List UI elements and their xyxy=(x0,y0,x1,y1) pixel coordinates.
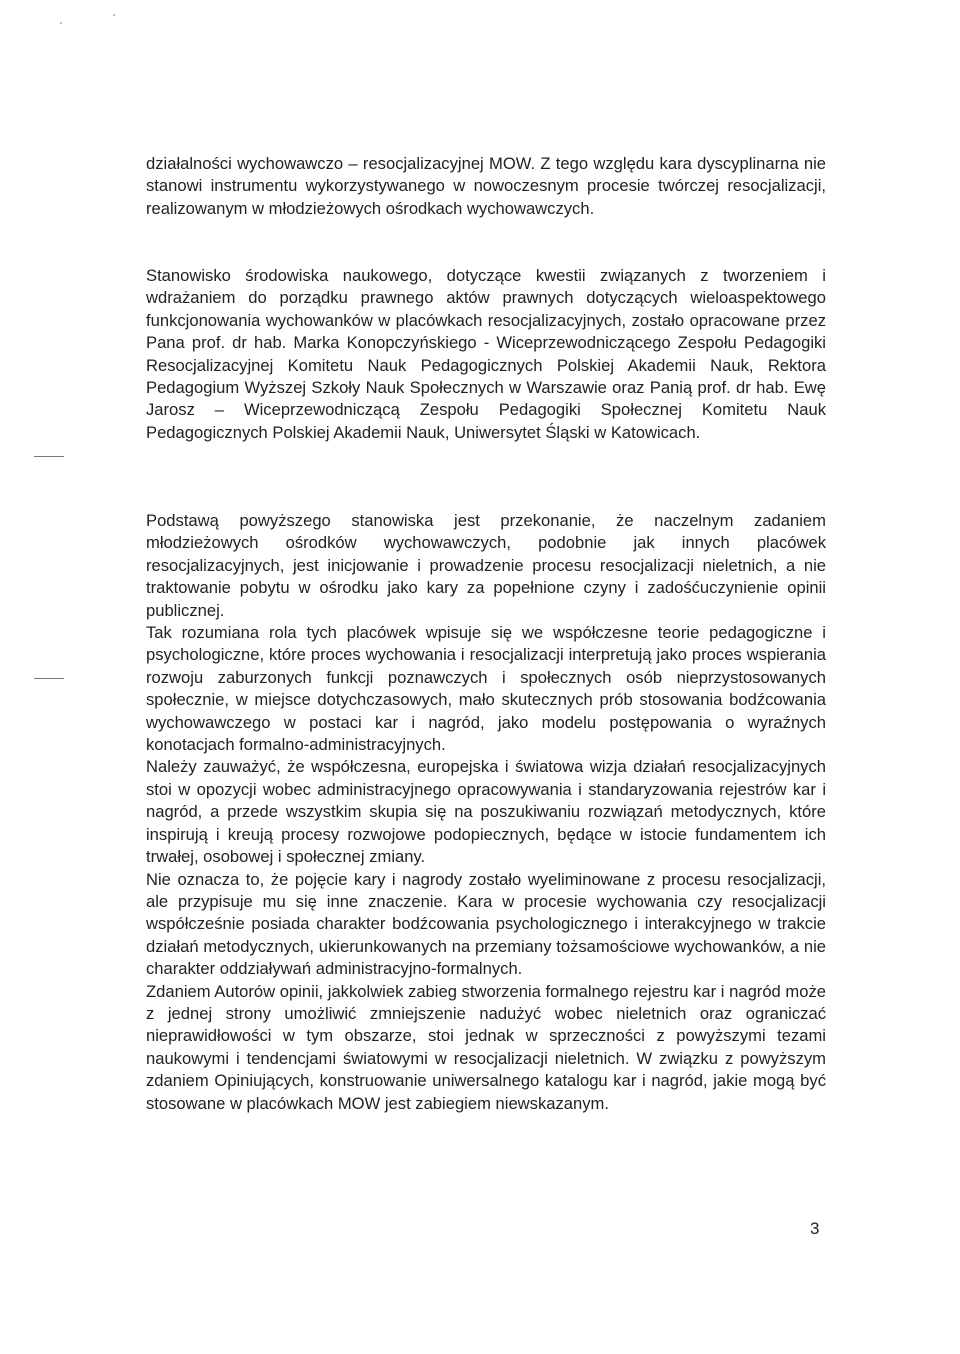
paragraph: Nie oznacza to, że pojęcie kary i nagrody zostało wyeliminowane z procesu resocjalizacji, ale przypisuje mu się inne znaczenie. Kara w procesie wychowania czy resocjalizacji współcześnie posiada charakter bodźcowania psychologicznego i interakcyjnego w trakcie działań metodycznych, ukierunkowanych na przemiany tożsamościowe wychowanków, a nie charakter oddziaływań administracyjno-formalnych. xyxy=(146,869,826,979)
paragraph: Zdaniem Autorów opinii, jakkolwiek zabieg stworzenia formalnego rejestru kar i nagród może z jednej strony umożliwić zmniejszenie nadużyć wobec nieletnich oraz ograniczać nieprawidłowości w tym obszarze, stoi jednak w sprzeczności z powyższymi tezami naukowymi i tendencjami światowymi w resocjalizacji nieletnich. W związku z powyższym zdaniem Opiniujących, konstruowanie uniwersalnego katalogu kar i nagród, jakie mogą być stosowane w placówkach MOW jest zabiegiem niewskazanym. xyxy=(146,981,826,1113)
margin-mark xyxy=(34,678,64,679)
paragraph: Podstawą powyższego stanowiska jest przekonanie, że naczelnym zadaniem młodzieżowych ośrodków wychowawczych, podobnie jak innych placówek resocjalizacyjnych, jest inicjowanie i prowadzenie procesu resocjalizacji nieletnich, a nie traktowanie pobytu w ośrodku jako kary za popełnione czyny i zadośćuczynienie opinii publicznej. xyxy=(146,511,826,620)
margin-mark xyxy=(34,456,64,457)
page-number: 3 xyxy=(810,1219,820,1238)
text-block-continuation xyxy=(146,153,826,220)
paragraph: działalności wychowawczo – resocjalizacyjnej MOW. Z tego względu kara dyscyplinarna nie stanowi instrumentu wykorzystywanego w nowoczesnym procesie twórczej resocjalizacji, realizowanym w młodzieżowych ośrodkach wychowawczych. xyxy=(146,154,826,218)
text-block-position-statement xyxy=(146,265,826,444)
text-block-argumentation xyxy=(146,510,826,1115)
paragraph: Należy zauważyć, że współczesna, europejska i światowa wizja działań resocjalizacyjnych stoi w opozycji wobec administracyjnego opracowywania i standaryzowania rejestrów kar i nagród, a przede wszystkim skupia się na poszukiwaniu rozwiązań metodycznych, które inspirują i kreują procesy rozwojowe podopiecznych, będące w istocie fundamentem ich trwałej, osobowej i społecznej zmiany. xyxy=(146,757,826,867)
scan-speck xyxy=(60,22,62,24)
paragraph: Stanowisko środowiska naukowego, dotyczące kwestii związanych z tworzeniem i wdrażaniem do porządku prawnego aktów prawnych dotyczących wieloaspektowego funkcjonowania wychowanków w placówkach resocjalizacyjnych, zostało opracowane przez Pana prof. dr hab. Marka Konopczyńskiego - Wiceprzewodniczącego Zespołu Pedagogiki Resocjalizacyjnej Komitetu Nauk Pedagogicznych Polskiej Akademii Nauk, Rektora Pedagogium Wyższej Szkoły Nauk Społecznych w Warszawie oraz Panią prof. dr hab. Ewę Jarosz – Wiceprzewodniczącą Zespołu Pedagogiki Społecznej Komitetu Nauk Pedagogicznych Polskiej Akademii Nauk, Uniwersytet Śląski w Katowicach. xyxy=(146,266,826,442)
paragraph: Tak rozumiana rola tych placówek wpisuje się we współczesne teorie pedagogiczne i psychologiczne, które proces wychowania i resocjalizacji interpretują jako proces wspierania rozwoju zaburzonych funkcji poznawczych i społecznych osób nieprzystosowanych społecznie, w miejsce dotychczasowych, mało skutecznych prób stosowania bodźcowania wychowawczego w postaci kar i nagród, jako modelu postępowania o wyraźnych konotacjach formalno-administracyjnych. xyxy=(146,623,826,755)
scan-speck xyxy=(113,14,115,16)
